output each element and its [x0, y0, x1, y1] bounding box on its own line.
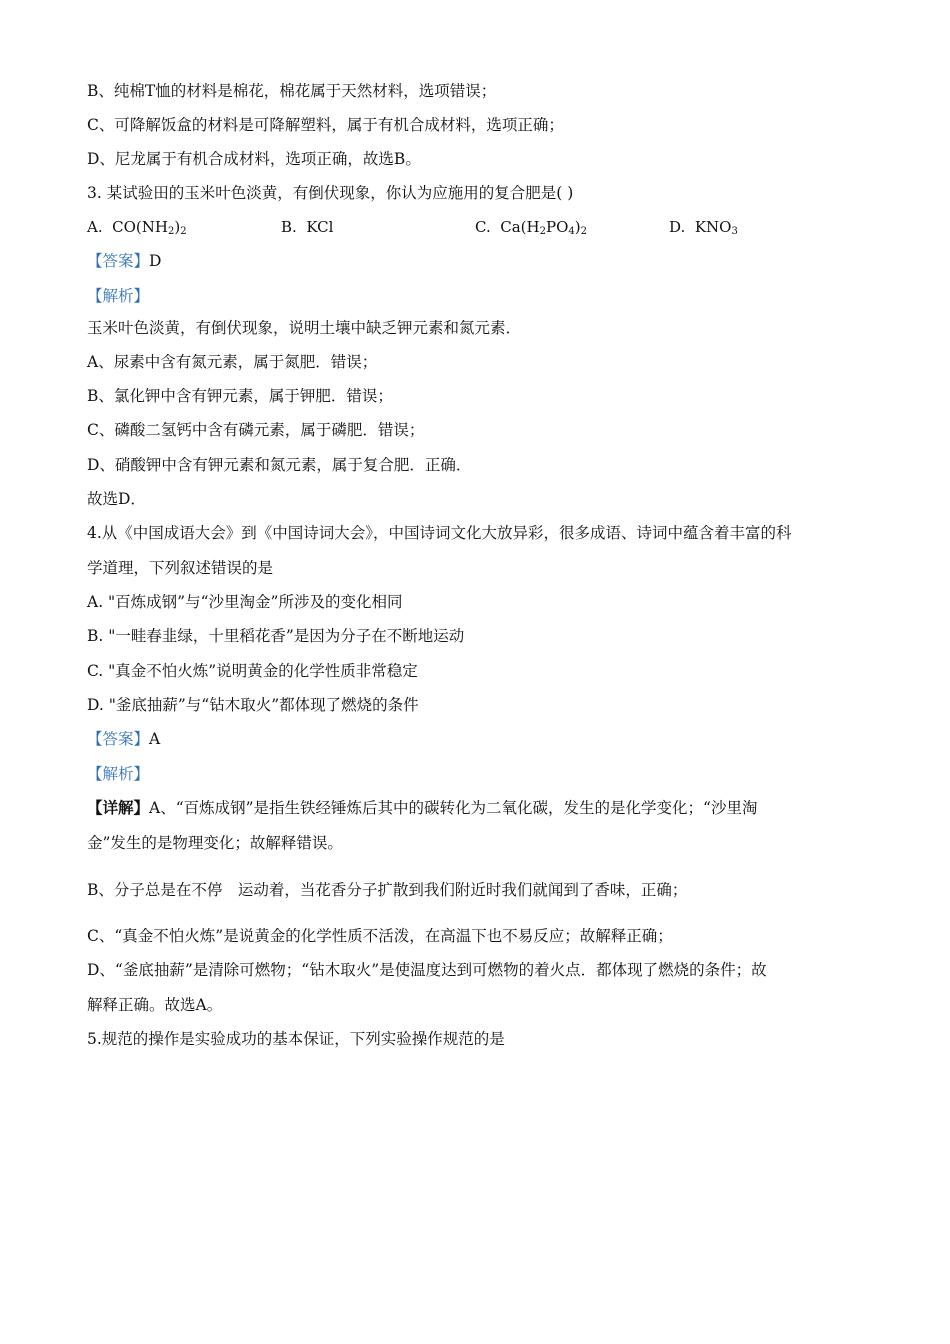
q3-analysis-p1: 玉米叶色淡黄，有倒伏现象，说明土壤中缺乏钾元素和氮元素． — [87, 319, 522, 337]
q4-answer — [87, 729, 160, 749]
q3-analysis-p4: C、磷酸二氢钙中含有磷元素，属于磷肥．错误； — [87, 421, 425, 439]
q3-analysis-tag: 【解析】 — [87, 287, 150, 305]
q3-analysis-p3: B、氯化钾中含有钾元素，属于钾肥．错误； — [87, 387, 393, 405]
q4-detail-line6: 解释正确。故选A。 — [87, 996, 223, 1014]
q4-analysis-tag: 【解析】 — [87, 765, 150, 783]
answer-value: A — [149, 730, 161, 748]
question-3: 3. 某试验田的玉米叶色淡黄，有倒伏现象，你认为应施用的复合肥是( ) — [87, 184, 574, 202]
question-4-line2: 学道理，下列叙述错误的是 — [87, 559, 274, 577]
q3-analysis-p6: 故选D． — [87, 490, 146, 508]
q3-answer — [87, 251, 161, 271]
q4-detail-line5: D、“釜底抽薪”是清除可燃物；“钻木取火”是使温度达到可燃物的着火点．都体现了燃烧的条件；故 — [87, 961, 767, 979]
answer-tag: 【答案】 — [87, 730, 150, 748]
q3-analysis-p5: D、硝酸钾中含有钾元素和氮元素，属于复合肥．正确． — [87, 456, 472, 474]
q4-option-d: D. "釜底抽薪”与“钻木取火”都体现了燃烧的条件 — [87, 696, 419, 714]
option-b-analysis: B、纯棉T恤的材料是棉花，棉花属于天然材料，选项错误； — [87, 82, 497, 100]
q4-option-a: A. "百炼成钢”与“沙里淘金”所涉及的变化相同 — [87, 593, 403, 611]
q3-option-d: D. $KNO_3$ — [669, 218, 738, 237]
q4-detail-line2: 金”发生的是物理变化；故解释错误。 — [87, 834, 343, 852]
q4-option-c: C. "真金不怕火炼”说明黄金的化学性质非常稳定 — [87, 662, 418, 680]
q3-option-b: B. KCl — [281, 218, 334, 236]
answer-value: D — [149, 252, 162, 270]
q4-option-b: B. "一畦春韭绿，十里稻花香”是因为分子在不断地运动 — [87, 627, 465, 645]
option-d-analysis: D、尼龙属于有机合成材料，选项正确，故选B。 — [87, 150, 421, 168]
q4-detail-line4: C、“真金不怕火炼”是说黄金的化学性质不活泼，在高温下也不易反应；故解释正确； — [87, 927, 673, 945]
q4-detail-line3: B、分子总是在不停 运动着，当花香分子扩散到我们附近时我们就闻到了香味，正确； — [87, 881, 688, 899]
question-5: 5.规范的操作是实验成功的基本保证，下列实验操作规范的是 — [87, 1030, 505, 1048]
q3-option-c: C. $Ca(H_2PO_4)_2$ — [475, 218, 587, 237]
q4-detail-line1: 【详解】A、“百炼成钢”是指生铁经锤炼后其中的碳转化为二氧化碳，发生的是化学变化；“沙里淘 — [87, 798, 758, 817]
question-4-line1: 4.从《中国成语大会》到《中国诗词大会》，中国诗词文化大放异彩，很多成语、诗词中蕴含着丰富的科 — [87, 524, 792, 542]
option-c-analysis: C、可降解饭盒的材料是可降解塑料，属于有机合成材料，选项正确； — [87, 116, 564, 134]
answer-tag: 【答案】 — [87, 252, 150, 270]
detail-tag: 【详解】 — [87, 798, 150, 817]
q3-analysis-p2: A、尿素中含有氮元素，属于氮肥．错误； — [87, 353, 378, 371]
q3-option-a: A. $CO(NH_2)_2$ — [87, 218, 187, 237]
